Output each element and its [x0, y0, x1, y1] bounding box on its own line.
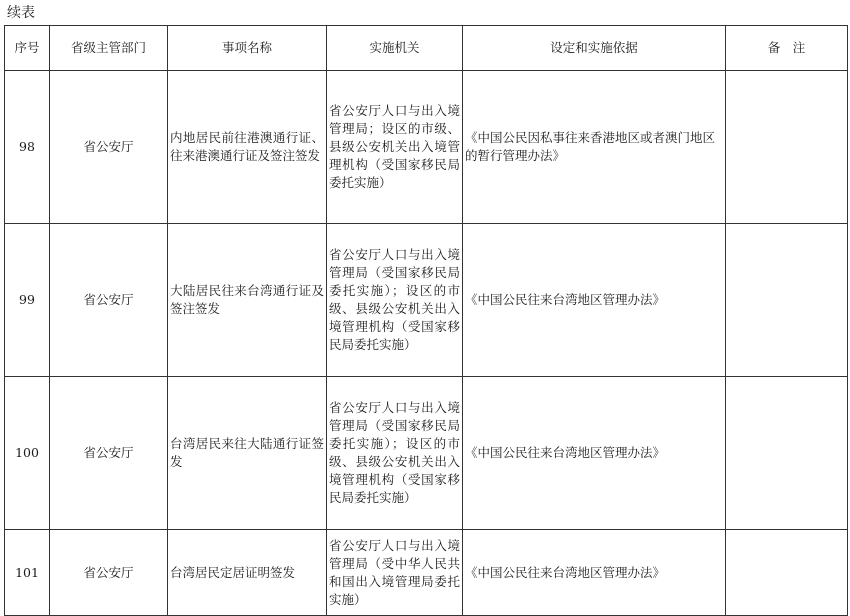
cell-serial-no: 99 — [5, 224, 50, 377]
cell-basis: 《中国公民因私事往来香港地区或者澳门地区的暂行管理办法》 — [463, 71, 726, 224]
cell-serial-no: 100 — [5, 377, 50, 530]
cell-item-name: 大陆居民往来台湾通行证及签注签发 — [168, 224, 327, 377]
cell-item-name: 内地居民前往港澳通行证、往来港澳通行证及签注签发 — [168, 71, 327, 224]
cell-agency: 省公安厅人口与出入境管理局（受中华人民共和国出入境管理局委托实施） — [327, 530, 463, 616]
header-department: 省级主管部门 — [50, 26, 168, 71]
table-row — [5, 71, 848, 224]
header-remarks: 备 注 — [726, 26, 848, 71]
header-agency: 实施机关 — [327, 26, 463, 71]
cell-agency: 省公安厅人口与出入境管理局（受国家移民局委托实施）；设区的市级、县级公安机关出入境管理机构（受国家移民局委托实施） — [327, 377, 463, 530]
cell-basis: 《中国公民往来台湾地区管理办法》 — [463, 224, 726, 377]
cell-basis: 《中国公民往来台湾地区管理办法》 — [463, 377, 726, 530]
cell-department: 省公安厅 — [50, 377, 168, 530]
header-serial-no: 序号 — [5, 26, 50, 71]
items-table — [4, 25, 848, 616]
cell-agency: 省公安厅人口与出入境管理局（受国家移民局委托实施）；设区的市级、县级公安机关出入境管理机构（受国家移民局委托实施） — [327, 224, 463, 377]
cell-remarks — [726, 71, 848, 224]
cell-remarks — [726, 530, 848, 616]
table-row — [5, 377, 848, 530]
cell-serial-no: 101 — [5, 530, 50, 616]
cell-department: 省公安厅 — [50, 224, 168, 377]
cell-basis: 《中国公民往来台湾地区管理办法》 — [463, 530, 726, 616]
cell-agency: 省公安厅人口与出入境管理局；设区的市级、县级公安机关出入境管理机构（受国家移民局委托实施） — [327, 71, 463, 224]
table-row — [5, 224, 848, 377]
cell-item-name: 台湾居民定居证明签发 — [168, 530, 327, 616]
header-item-name: 事项名称 — [168, 26, 327, 71]
cell-remarks — [726, 377, 848, 530]
table-row — [5, 530, 848, 616]
cell-department: 省公安厅 — [50, 530, 168, 616]
cell-item-name: 台湾居民来往大陆通行证签发 — [168, 377, 327, 530]
header-row — [5, 26, 848, 71]
table-caption: 续表 — [7, 5, 35, 21]
header-basis: 设定和实施依据 — [463, 26, 726, 71]
cell-remarks — [726, 224, 848, 377]
cell-department: 省公安厅 — [50, 71, 168, 224]
cell-serial-no: 98 — [5, 71, 50, 224]
